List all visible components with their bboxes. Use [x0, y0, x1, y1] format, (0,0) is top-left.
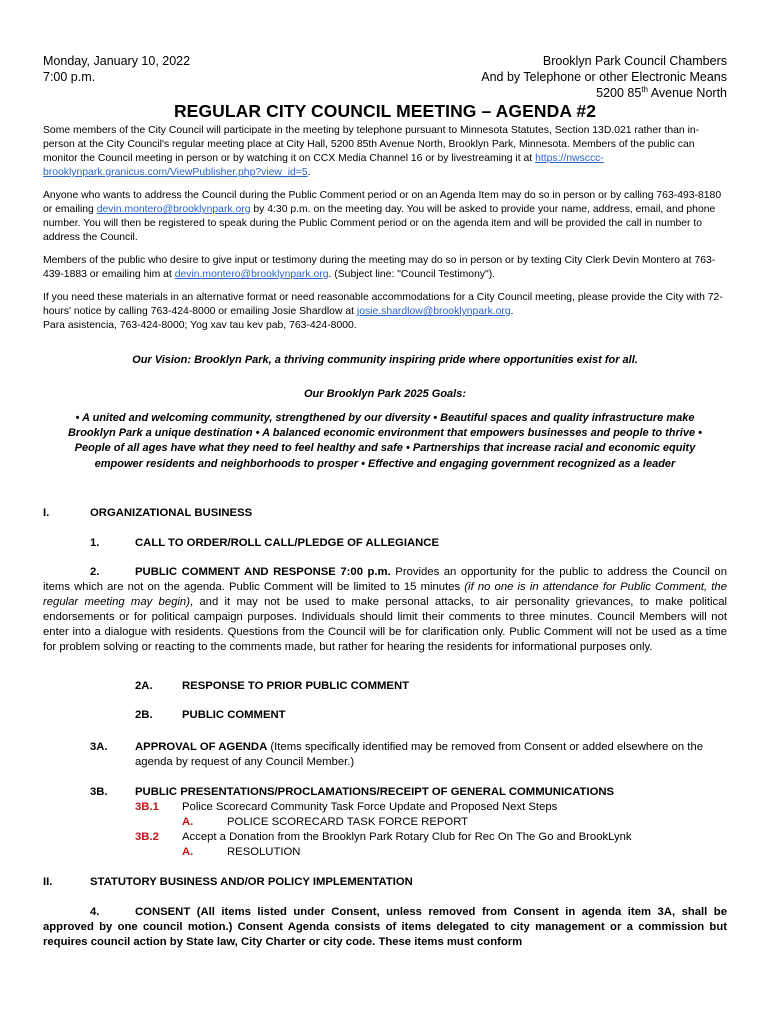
intro-paragraph-testimony [43, 254, 727, 282]
goals-list: • A united and welcoming community, strengthened by our diversity • Beautiful spaces and quality infrastructure make Brooklyn Park a unique destination • A balanced economic environment that empowers businesses and people to thrive • People of all ages have what they need to feel healthy and safe • Partnerships that increase racial and economic equity empower residents and neighborhoods to prosper • Effective and engaging government recognized as a leader [67, 412, 703, 470]
item-response-prior-comment [43, 679, 727, 708]
page-title: REGULAR CITY COUNCIL MEETING – AGENDA #2 [173, 101, 597, 121]
subitem-title: Police Scorecard Community Task Force Update and Proposed Next Steps [182, 801, 558, 813]
item-body [135, 740, 727, 770]
location-address [481, 85, 727, 101]
meeting-time: 7:00 p.m. [43, 70, 96, 84]
vision-statement: Our Vision: Brooklyn Park, a thriving community inspiring pride where opportunities exist for all. [132, 354, 638, 366]
section-organizational-business [43, 506, 727, 528]
item-title: APPROVAL OF AGENDA [135, 741, 268, 753]
intro-section [43, 124, 727, 472]
subitem-title: Accept a Donation from the Brooklyn Park Rotary Club for Rec On The Go and BrookLynk [182, 831, 632, 843]
intro-text: Members of the public who desire to give input or testimony during the meeting may do so in person or by texting City Clerk Devin Montero at 763-439-1883 or emailing him at [43, 255, 716, 280]
item-number: 1. [90, 537, 100, 549]
agenda-page [43, 0, 727, 948]
intro-text: by 4:30 p.m. on the meeting day. You will be asked to provide your name, address, email, and phone number. You will then be registered to speak during the Public Comment period or on the agenda item and will be provided the call in number to address the Council. [43, 204, 716, 243]
goals-heading: Our Brooklyn Park 2025 Goals: [303, 388, 466, 400]
accommodations-email-link[interactable]: josie.shardlow@brooklynpark.org [356, 306, 511, 317]
agenda-items [43, 506, 727, 950]
item-approval-of-agenda [43, 740, 727, 785]
clerk-testimony-email-link[interactable]: devin.montero@brooklynpark.org [174, 269, 329, 280]
subitem-attachment: RESOLUTION [227, 846, 301, 858]
intro-text: . (Subject line: "Council Testimony"). [328, 269, 496, 280]
item-description: CONSENT (All items listed under Consent, unless removed from Consent in agenda item 3A, shall be approved by one council motion.) Consent Agenda consists of items delegated to city management or a commission but requires council action by State law, City Charter or city code. These items must conform [43, 906, 727, 948]
item-number: 2. [90, 566, 100, 578]
subitem-attachment: POLICE SCORECARD TASK FORCE REPORT [227, 816, 469, 828]
clerk-email-link[interactable]: devin.montero@brooklynpark.org [96, 204, 251, 215]
meeting-date: Monday, January 10, 2022 [43, 54, 191, 68]
section-statutory-business [43, 875, 727, 905]
address-street: Avenue North [648, 86, 727, 100]
meeting-datetime [43, 53, 190, 85]
section-number: I. [43, 507, 50, 519]
item-title: PUBLIC PRESENTATIONS/PROCLAMATIONS/RECEIPT OF GENERAL COMMUNICATIONS [135, 786, 615, 798]
intro-paragraph-accommodations [43, 291, 727, 333]
section-title: ORGANIZATIONAL BUSINESS [90, 507, 253, 519]
intro-text: If you need these materials in an alternative format or need reasonable accommodations for a City Council meeting, please provide the City with 72-hours' notice by calling 763-424-8000 or emailing Josie Shardlow at [43, 292, 723, 317]
subitem-number: 3B.1 [135, 801, 159, 813]
location-chambers: Brooklyn Park Council Chambers [542, 54, 727, 68]
livestream-link[interactable]: https://nwsccc-brooklynpark.granicus.com/ViewPublisher.php?view_id=5 [43, 153, 604, 178]
item-number: 3A. [90, 741, 108, 753]
item-description: , and it may not be used to make personal attacks, to air personality grievances, to make political endorsements or for political campaign purposes. Individuals should limit their comments to three minutes. Council Members will not enter into a dialogue with residents. Questions from the Council will be for clarification only. Public Comment will not be used as a time for problem solving or reacting to the comments made, but rather for hearing the residents for informational purposes only. [43, 596, 727, 653]
section-title: STATUTORY BUSINESS AND/OR POLICY IMPLEMENTATION [90, 876, 413, 888]
item-public-comment [43, 565, 727, 675]
intro-paragraph-telephone [43, 124, 727, 180]
item-consent [43, 905, 727, 950]
intro-text: Some members of the City Council will participate in the meeting by telephone pursuant to Minnesota Statutes, Section 13D.021 rather than in-person at the City Council's regular meeting place at City Hall, 5200 85th Avenue North, Brooklyn Park, Minnesota. Members of the public can monitor the Council meeting in person or by watching it on CCX Media Channel 16 or by livestreaming it at [43, 125, 700, 164]
item-number: 2B. [135, 709, 153, 721]
subitem-letter: A. [182, 846, 194, 858]
item-public-comment-session [43, 708, 727, 737]
item-title: RESPONSE TO PRIOR PUBLIC COMMENT [182, 680, 410, 692]
intro-text: . [307, 167, 311, 178]
item-title: PUBLIC COMMENT AND RESPONSE 7:00 p.m. [135, 566, 391, 578]
subitem-number: 3B.2 [135, 831, 159, 843]
item-description-italic: (if no one is in attendance for Public Comment, the regular meeting may begin) [43, 581, 727, 608]
section-number: II. [43, 876, 53, 888]
subitem-letter: A. [182, 816, 194, 828]
item-title: CALL TO ORDER/ROLL CALL/PLEDGE OF ALLEGIANCE [135, 537, 439, 549]
intro-text: Anyone who wants to address the Council during the Public Comment period or on an Agenda Item may do so in person or by calling 763-493-8180 or emailing [43, 190, 722, 215]
assistance-line: Para asistencia, 763-424-8000; Yog xav tau kev pab, 763-424-8000. [43, 320, 357, 331]
address-number: 5200 85 [596, 86, 642, 100]
meeting-location [481, 53, 727, 101]
item-number: 4. [90, 906, 100, 918]
location-remote: And by Telephone or other Electronic Means [481, 70, 727, 84]
address-suffix: th [641, 84, 648, 94]
item-call-to-order [43, 536, 727, 565]
item-title: PUBLIC COMMENT [182, 709, 286, 721]
intro-paragraph-address-council [43, 189, 727, 245]
item-number: 3B. [90, 786, 108, 798]
intro-text: . [510, 306, 514, 317]
item-description: Provides an opportunity for the public to address the Council on items which are not on the agenda. Public Comment will be limited to 15 minutes [43, 566, 727, 593]
meeting-header [43, 0, 727, 102]
item-number: 2A. [135, 680, 153, 692]
item-public-presentations [43, 785, 727, 875]
item-description: (Items specifically identified may be removed from Consent or added elsewhere on the agenda by request of any Council Member.) [135, 741, 704, 768]
